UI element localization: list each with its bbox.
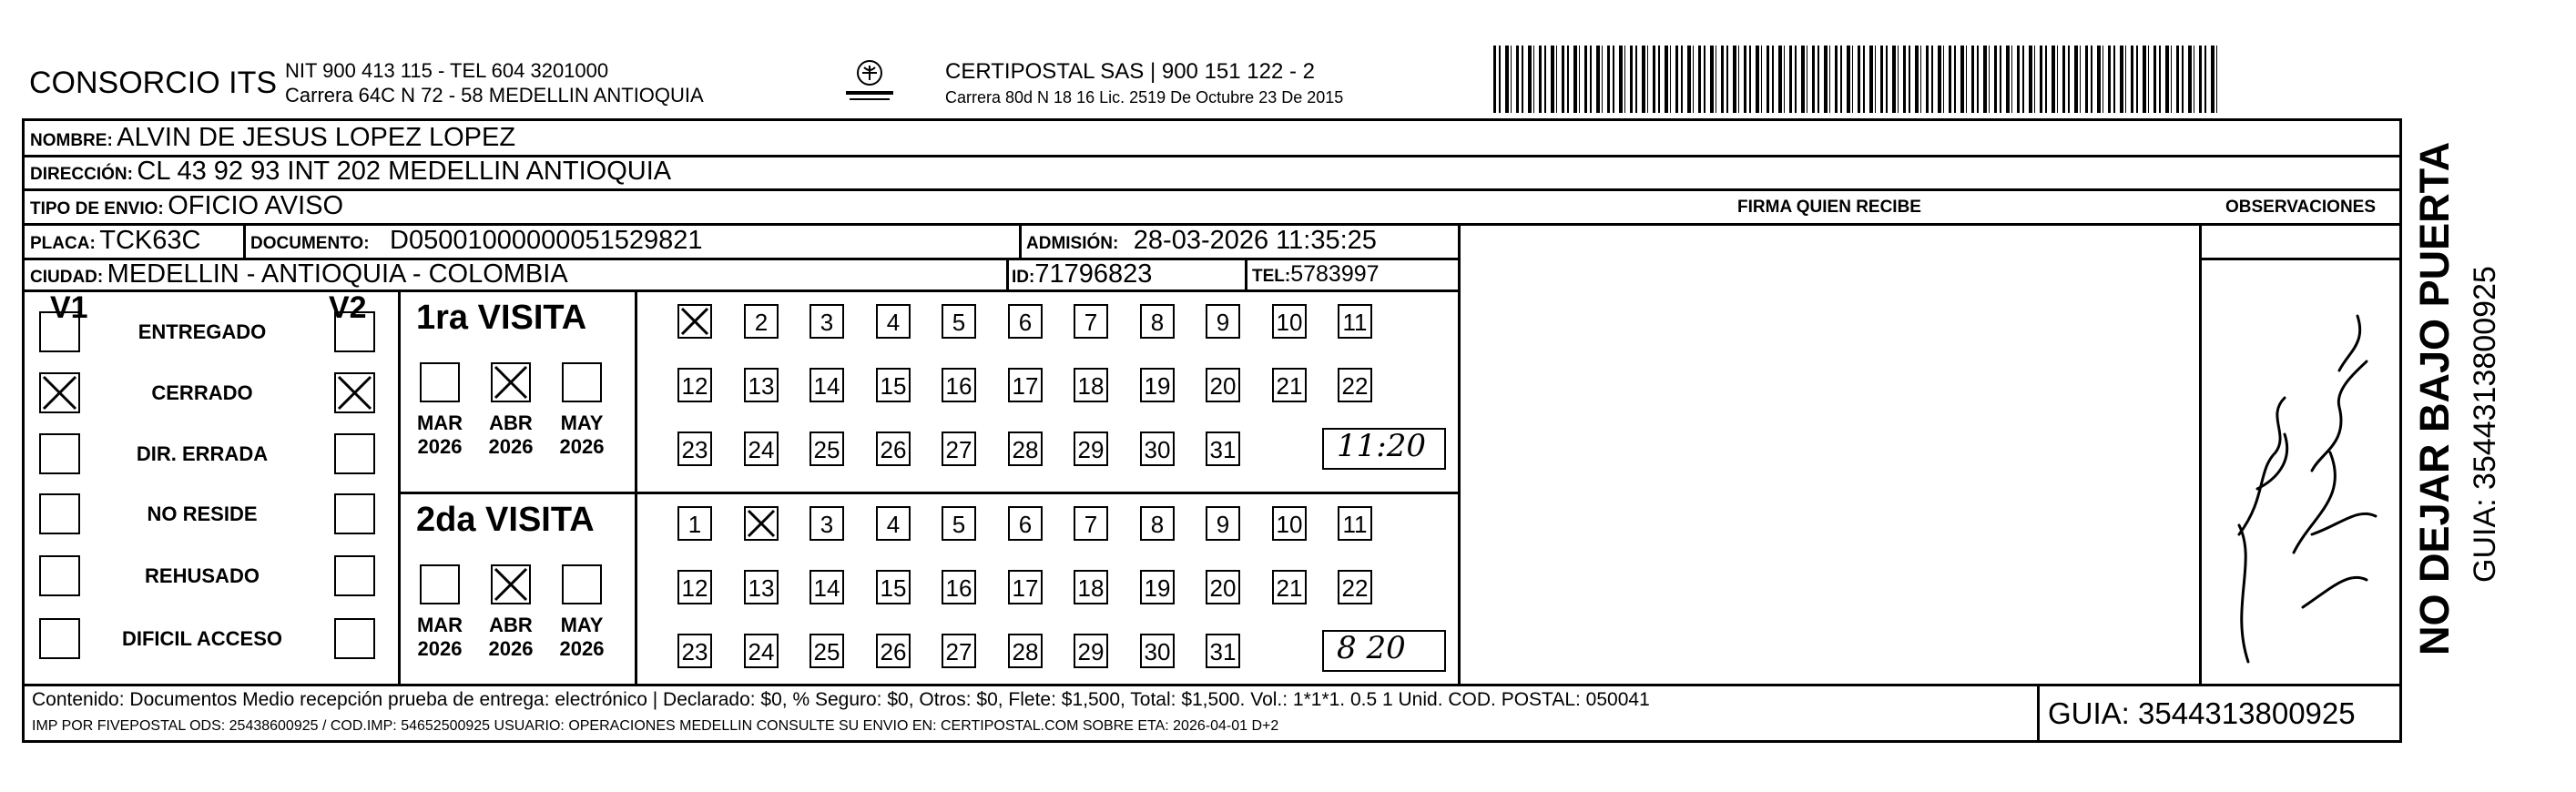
day-number: 24 [748,638,775,665]
status-option-label: DIFICIL ACCESO [121,627,282,650]
observation-text [2203,261,2204,262]
day-number: 31 [1209,638,1237,665]
month-name: MAR [416,614,463,636]
day-box[interactable] [744,506,779,541]
guide-box: GUIA: 3544313800925 [2048,696,2356,730]
company-info [285,58,704,107]
month-label [412,614,467,661]
tel-label: TEL: [1252,267,1291,286]
day-number: 18 [1077,372,1105,400]
day-number: 20 [1209,372,1237,400]
month-checkbox[interactable] [420,564,460,604]
id-label: ID: [1012,268,1035,287]
tel-value: 5783997 [1290,261,1380,287]
month-name: MAY [560,614,604,636]
signature-header: FIRMA QUIEN RECIBE [1737,198,1921,217]
address-field [30,157,671,187]
day-box[interactable] [677,570,712,604]
month-label [555,411,609,459]
day-box[interactable] [1338,570,1372,604]
day-box[interactable] [1074,304,1108,339]
footer-contents: Contenido: Documentos Medio recepción prueba de entrega: electrónico | Declarado: $0, % Seguro: $0, Otros: $0, Flete: $1,500, Total: $1,500. Vol.: 1*1*1. 0.5 1 Unid. COD. POSTAL: 050041 [32,689,1650,710]
day-box[interactable] [1008,634,1043,668]
company-address: Carrera 64C N 72 - 58 MEDELLIN ANTIOQUIA [285,84,704,107]
day-box[interactable] [809,634,844,668]
day-box[interactable] [1074,368,1108,402]
handwritten-observation [2203,261,2398,682]
day-number: 2 [754,309,769,336]
side-guide: GUIA: 3544313800925 [2468,266,2502,583]
day-number: 12 [681,574,708,602]
city-field [30,259,568,289]
day-number: 21 [1276,574,1303,602]
day-box[interactable] [1140,432,1175,466]
v2-label: V2 [329,290,367,325]
day-number: 15 [880,574,907,602]
visit-time-box[interactable] [1322,630,1446,672]
day-number: 12 [681,372,708,400]
day-box[interactable] [1074,432,1108,466]
shipment-type-label: TIPO DE ENVIO: [30,199,164,218]
day-number: 14 [813,372,840,400]
visit-time-handwritten: 11:20 [1337,428,1426,464]
day-number: 31 [1209,436,1237,463]
name-label: NOMBRE: [30,131,113,150]
v1-label: V1 [50,290,88,325]
day-box[interactable] [1008,570,1043,604]
document-value: D05001000000051529821 [390,226,703,255]
day-number: 14 [813,574,840,602]
city-value: MEDELLIN - ANTIOQUIA - COLOMBIA [107,259,568,289]
day-number: 6 [1018,309,1033,336]
day-number: 17 [1012,372,1039,400]
day-number: 25 [813,436,840,463]
day-box[interactable] [1272,506,1307,541]
company-nit-tel: NIT 900 413 115 - TEL 604 3201000 [285,59,609,82]
v1-checkbox[interactable] [39,433,80,474]
day-box[interactable] [1206,432,1240,466]
v2-checkbox[interactable] [334,555,375,596]
day-box[interactable] [1140,506,1175,541]
day-number: 26 [880,638,907,665]
status-option-label: REHUSADO [145,564,260,587]
day-number: 16 [945,372,972,400]
day-box[interactable] [744,368,779,402]
day-box[interactable] [1008,432,1043,466]
month-label [484,614,538,661]
day-box[interactable] [876,570,911,604]
visit-title: 1ra VISITA [416,299,587,337]
day-number: 4 [886,309,901,336]
month-checkbox[interactable] [562,362,602,402]
day-box[interactable] [677,506,712,541]
day-number: 7 [1084,309,1098,336]
v1-checkbox[interactable] [39,311,80,352]
delivery-form [22,118,2402,743]
month-year: 2026 [488,637,534,660]
visit-time-box[interactable] [1322,428,1446,470]
status-option-label: CERRADO [151,381,253,404]
courier-info [945,58,1343,111]
address-label: DIRECCIÓN: [30,165,133,184]
day-number: 3 [820,309,834,336]
courier-license: Carrera 80d N 18 16 Lic. 2519 De Octubre 23 De 2015 [945,88,1344,107]
day-number: 23 [681,436,708,463]
v2-checkbox[interactable] [334,372,375,413]
day-box[interactable] [1272,570,1307,604]
company-name: CONSORCIO ITS [29,66,278,100]
day-number: 28 [1012,436,1039,463]
day-number: 29 [1077,436,1105,463]
day-number: 27 [945,436,972,463]
day-box[interactable] [1272,304,1307,339]
day-number: 13 [748,574,775,602]
day-box[interactable] [876,304,911,339]
admission-field [1026,226,1377,256]
day-number: 29 [1077,638,1105,665]
id-field [1012,259,1152,289]
month-year: 2026 [559,637,605,660]
courier-name: CERTIPOSTAL SAS | 900 151 122 - 2 [945,59,1315,84]
plate-value: TCK63C [99,226,201,255]
day-number: 10 [1276,309,1303,336]
day-number: 5 [952,511,966,538]
v2-checkbox[interactable] [334,493,375,534]
day-box[interactable] [1206,368,1240,402]
day-number: 18 [1077,574,1105,602]
day-number: 4 [886,511,901,538]
day-box[interactable] [876,368,911,402]
day-number: 9 [1216,511,1230,538]
day-box[interactable] [1140,304,1175,339]
observations-area [2203,261,2398,682]
month-name: ABR [489,614,533,636]
day-number: 8 [1150,511,1165,538]
month-year: 2026 [488,435,534,458]
day-box[interactable] [677,432,712,466]
month-name: MAY [560,411,604,434]
day-box[interactable] [1008,368,1043,402]
day-box[interactable] [1008,304,1043,339]
month-checkbox[interactable] [491,362,531,402]
day-box[interactable] [876,506,911,541]
day-box[interactable] [1272,368,1307,402]
certipostal-logo [833,55,906,109]
day-box[interactable] [1206,506,1240,541]
day-number: 19 [1144,574,1171,602]
day-box[interactable] [942,634,976,668]
day-box[interactable] [1338,506,1372,541]
status-option-label: ENTREGADO [137,320,267,343]
day-box[interactable] [677,634,712,668]
visit-title: 2da VISITA [416,501,595,539]
day-box[interactable] [809,432,844,466]
day-box[interactable] [809,304,844,339]
day-number: 21 [1276,372,1303,400]
plate-label: PLACA: [30,234,96,253]
day-box[interactable] [809,570,844,604]
address-value: CL 43 92 93 INT 202 MEDELLIN ANTIOQUIA [137,157,672,186]
day-box[interactable] [1206,634,1240,668]
shipment-type-field [30,191,343,221]
day-number: 22 [1341,372,1369,400]
month-year: 2026 [417,637,463,660]
month-year: 2026 [417,435,463,458]
day-number: 19 [1144,372,1171,400]
day-box[interactable] [1140,570,1175,604]
day-box[interactable] [1074,570,1108,604]
day-number: 16 [945,574,972,602]
id-value: 71796823 [1034,259,1153,289]
day-box[interactable] [1074,634,1108,668]
day-number: 3 [820,511,834,538]
status-option-label: DIR. ERRADA [136,442,269,465]
no-under-door-warning: NO DEJAR BAJO PUERTA [2411,141,2458,655]
month-year: 2026 [559,435,605,458]
v2-checkbox[interactable] [334,311,375,352]
observations-header: OBSERVACIONES [2225,198,2377,217]
month-checkbox[interactable] [420,362,460,402]
tel-field [1252,261,1380,288]
v1-checkbox[interactable] [39,618,80,659]
shipment-type-value: OFICIO AVISO [168,191,344,220]
day-number: 23 [681,638,708,665]
plate-field [30,226,200,256]
day-number: 22 [1341,574,1369,602]
month-label [555,614,609,661]
visit-time-handwritten: 8 20 [1337,630,1406,666]
day-number: 25 [813,638,840,665]
day-number: 7 [1084,511,1098,538]
month-name: MAR [416,411,463,434]
day-box[interactable] [942,304,976,339]
status-option-label: NO RESIDE [147,503,258,525]
day-number: 6 [1018,511,1033,538]
barcode [1493,46,2222,113]
logo-text [833,55,834,56]
day-box[interactable] [677,368,712,402]
day-box[interactable] [876,432,911,466]
day-box[interactable] [1206,570,1240,604]
day-number: 28 [1012,638,1039,665]
name-value: ALVIN DE JESUS LOPEZ LOPEZ [117,123,516,152]
day-box[interactable] [744,432,779,466]
v1-checkbox[interactable] [39,555,80,596]
month-label [412,411,467,459]
day-number: 1 [687,511,702,538]
day-number: 17 [1012,574,1039,602]
day-box[interactable] [942,368,976,402]
day-number: 20 [1209,574,1237,602]
document-label: DOCUMENTO: [250,234,370,253]
day-number: 5 [952,309,966,336]
day-number: 30 [1144,436,1171,463]
month-checkbox[interactable] [562,564,602,604]
city-label: CIUDAD: [30,268,104,287]
day-number: 11 [1342,511,1368,538]
day-box[interactable] [942,570,976,604]
day-number: 10 [1276,511,1303,538]
admission-label: ADMISIÓN: [1026,234,1119,253]
admission-value: 28-03-2026 11:35:25 [1133,226,1377,255]
day-box[interactable] [1338,304,1372,339]
day-number: 24 [748,436,775,463]
day-box[interactable] [744,570,779,604]
day-number: 8 [1150,309,1165,336]
day-box[interactable] [1140,634,1175,668]
month-name: ABR [489,411,533,434]
day-box[interactable] [744,304,779,339]
day-box[interactable] [1008,506,1043,541]
day-box[interactable] [809,368,844,402]
day-box[interactable] [744,634,779,668]
day-number: 30 [1144,638,1171,665]
day-box[interactable] [1074,506,1108,541]
day-box[interactable] [942,432,976,466]
v1-checkbox[interactable] [39,493,80,534]
footer-printing: IMP POR FIVEPOSTAL ODS: 25438600925 / COD.IMP: 54652500925 USUARIO: OPERACIONES MEDELLIN CONSULTE SU ENVIO EN: CERTIPOSTAL.COM SOBRE ETA: 2026-04-01 D+2 [32,718,1279,734]
signature-area[interactable] [1461,260,2198,683]
day-number: 27 [945,638,972,665]
name-field [30,123,515,153]
month-checkbox[interactable] [491,564,531,604]
day-box[interactable] [942,506,976,541]
day-number: 11 [1342,309,1368,336]
v2-checkbox[interactable] [334,433,375,474]
day-box[interactable] [677,304,712,339]
document-field [250,226,703,256]
day-number: 15 [880,372,907,400]
day-number: 26 [880,436,907,463]
day-box[interactable] [1140,368,1175,402]
day-box[interactable] [1206,304,1240,339]
v1-checkbox[interactable] [39,372,80,413]
day-number: 13 [748,372,775,400]
v2-checkbox[interactable] [334,618,375,659]
day-box[interactable] [876,634,911,668]
month-label [484,411,538,459]
day-box[interactable] [1338,368,1372,402]
day-number: 9 [1216,309,1230,336]
day-box[interactable] [809,506,844,541]
